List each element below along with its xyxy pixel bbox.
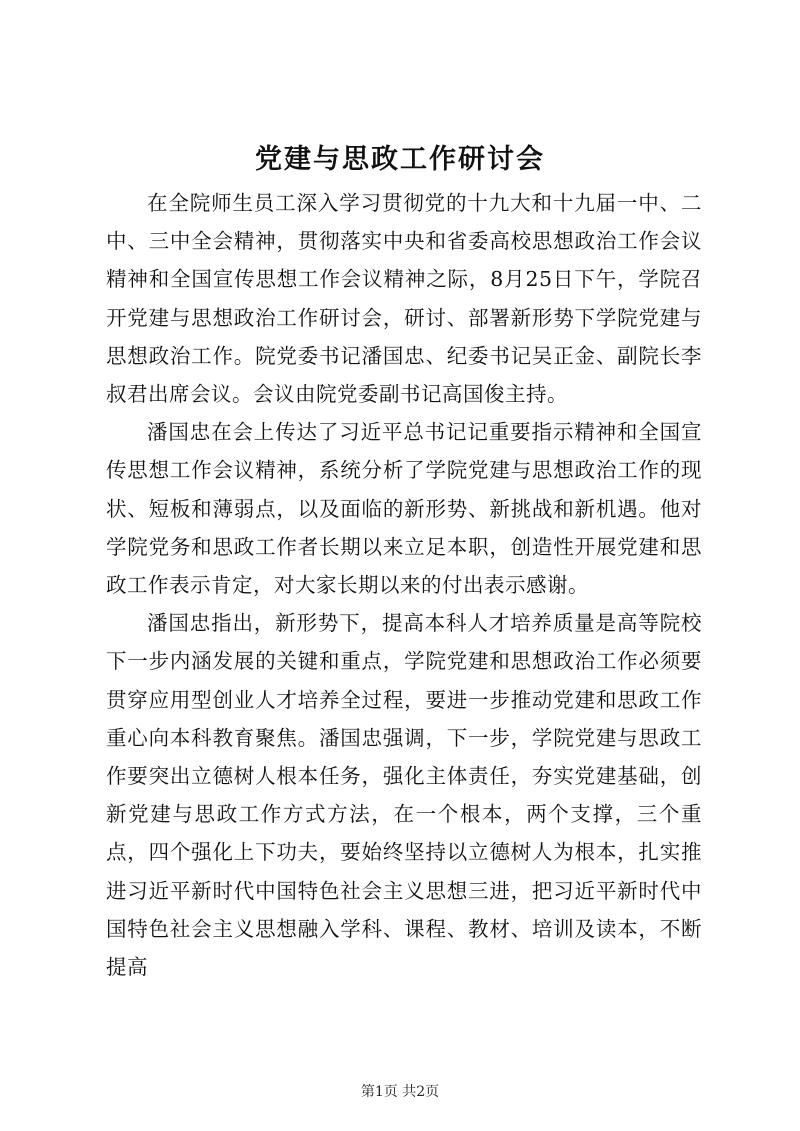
body-paragraph: 潘国忠指出，新形势下，提高本科人才培养质量是高等院校下一步内涵发展的关键和重点，学院党建和思想政治工作必须要贯穿应用型创业人才培养全过程，要进一步推动党建和思政工作重心向本科教育聚焦。潘国忠强调，下一步，学院党建与思政工作要突出立德树人根本任务，强化主体责任，夯实党建基础，创新党建与思政工作方式方法，在一个根本，两个支撑，三个重点，四个强化上下功夫，要始终坚持以立德树人为根本，扎实推进习近平新时代中国特色社会主义思想三进，把习近平新时代中国特色社会主义思想融入学科、课程、教材、培训及读本，不断提高 [106,611,702,980]
document-title: 党建与思政工作研讨会 [255,144,545,175]
document-body [106,184,702,986]
body-paragraph: 潘国忠在会上传达了习近平总书记记重要指示精神和全国宣传思想工作会议精神，系统分析了学院党建与思想政治工作的现状、短板和薄弱点，以及面临的新形势、新挑战和新机遇。他对学院党务和思政工作者长期以来立足本职，创造性开展党建和思政工作表示肯定，对大家长期以来的付出表示感谢。 [106,420,702,598]
page-number-footer: 第1页 共2页 [360,1084,440,1100]
body-paragraph: 在全院师生员工深入学习贯彻党的十九大和十九届一中、二中、三中全会精神，贯彻落实中央和省委高校思想政治工作会议精神和全国宣传思想工作会议精神之际，8月25日下午，学院召开党建与思想政治工作研讨会，研讨、部署新形势下学院党建与思想政治工作。院党委书记潘国忠、纪委书记吴正金、副院长李叔君出席会议。会议由院党委副书记高国俊主持。 [106,191,702,407]
